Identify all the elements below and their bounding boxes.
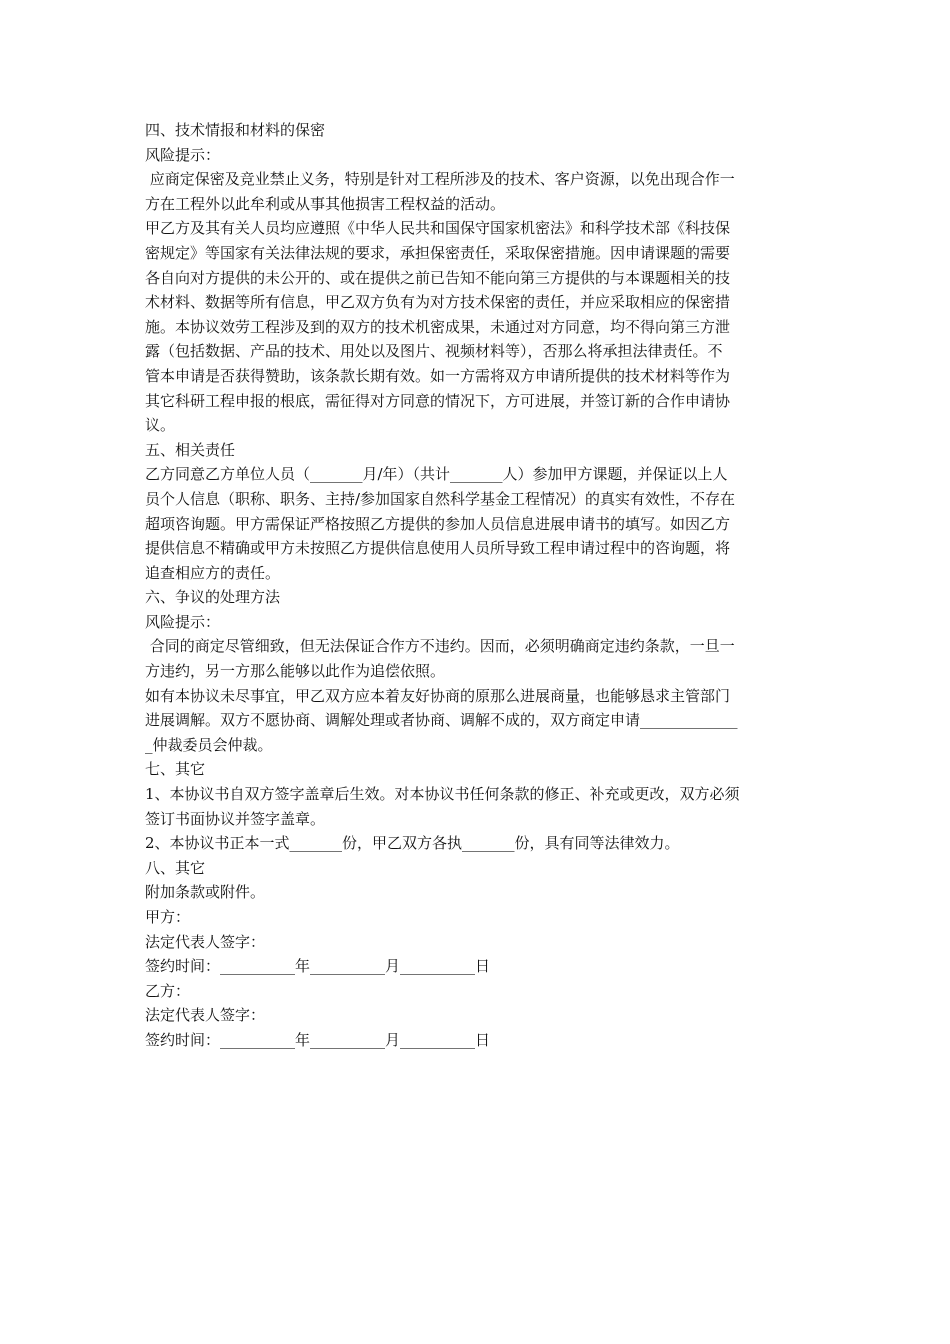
- text-line: 甲乙方及其有关人员均应遵照《中华人民共和国保守国家机密法》和科学技术部《科技保: [145, 219, 731, 238]
- text-line: 密规定》等国家有关法律法规的要求，承担保密责任，采取保密措施。因申请课题的需要: [145, 243, 731, 262]
- document-page: [145, 118, 809, 1053]
- text-line: 签订书面协议并签字盖章。: [145, 809, 326, 828]
- section-6-risk-text: [145, 634, 809, 683]
- section-8-title: 八、其它: [145, 858, 206, 877]
- text-line: 如有本协议未尽事宜，甲乙双方应本着友好协商的原那么进展商量，也能够恳求主管部门: [145, 686, 731, 705]
- section-6-body: [145, 684, 809, 758]
- section-8-body: 附加条款或附件。: [145, 883, 266, 902]
- section-7-item-1: [145, 782, 809, 831]
- section-7-item-2: [145, 831, 809, 856]
- text-line: 管本申请是否获得赞助，该条款长期有效。如一方需将双方申请所提供的技术材料等作为: [145, 366, 731, 385]
- party-a-signing-date: 签约时间：__________年__________月__________日: [145, 957, 491, 976]
- party-a-representative-signature: 法定代表人签字：: [145, 932, 266, 951]
- section-4-risk-text: [145, 167, 809, 216]
- party-b-signature-block: [145, 979, 809, 1053]
- party-b-representative-signature: 法定代表人签字：: [145, 1006, 266, 1025]
- text-line: 乙方同意乙方单位人员（_______月/年）（共计_______人）参加甲方课题，并保证以上人: [145, 465, 728, 484]
- party-b-signing-date: 签约时间：__________年__________月__________日: [145, 1030, 491, 1049]
- text-line: 施。本协议效劳工程涉及到的双方的技术机密成果，未通过对方同意，均不得向第三方泄: [145, 317, 731, 336]
- section-5-body: [145, 462, 809, 585]
- text-line: _仲裁委员会仲裁。: [145, 735, 273, 754]
- text-line: 露（包括数据、产品的技术、用处以及图片、视频材料等），否那么将承担法律责任。不: [145, 342, 723, 361]
- text-line: 合同的商定尽管细致，但无法保证合作方不违约。因而，必须明确商定违约条款，一旦一: [145, 637, 735, 656]
- section-6-title: 六、争议的处理方法: [145, 588, 281, 607]
- text-line: 1、本协议书自双方签字盖章后生效。对本协议书任何条款的修正、补充或更改，双方必须: [145, 785, 740, 804]
- party-b-label: 乙方：: [145, 981, 191, 1000]
- text-line: 2、本协议书正本一式_______份，甲乙双方各执_______份，具有同等法律效力。: [145, 834, 680, 853]
- text-line: 应商定保密及竞业禁止义务，特别是针对工程所涉及的技术、客户资源，以免出现合作一: [145, 170, 735, 189]
- text-line: 追查相应方的责任。: [145, 563, 281, 582]
- text-line: 员个人信息（职称、职务、主持/参加国家自然科学基金工程情况）的真实有效性，不存在: [145, 489, 736, 508]
- text-line: 各自向对方提供的未公开的、或在提供之前已告知不能向第三方提供的与本课题相关的技: [145, 268, 731, 287]
- section-5-title: 五、相关责任: [145, 440, 236, 459]
- section-7-title: 七、其它: [145, 760, 206, 779]
- text-line: 提供信息不精确或甲方未按照乙方提供信息使用人员所导致工程申请过程中的咨询题，将: [145, 539, 731, 558]
- text-line: 超项咨询题。甲方需保证严格按照乙方提供的参加人员信息进展申请书的填写。如因乙方: [145, 514, 731, 533]
- text-line: 进展调解。双方不愿协商、调解处理或者协商、调解不成的，双方商定申请_____________: [145, 711, 738, 730]
- text-line: 方在工程外以此牟利或从事其他损害工程权益的活动。: [145, 194, 506, 213]
- section-4-risk-label: 风险提示：: [145, 145, 221, 164]
- text-line: 方违约，另一方那么能够以此作为追偿依照。: [145, 662, 446, 681]
- party-a-signature-block: [145, 905, 809, 979]
- party-a-label: 甲方：: [145, 908, 191, 926]
- section-4-title: 四、技术情报和材料的保密: [145, 121, 326, 139]
- section-4-body: [145, 216, 809, 437]
- text-line: 议。: [145, 416, 176, 435]
- text-line: 术材料、数据等所有信息，甲乙双方负有为对方技术保密的责任，并应采取相应的保密措: [145, 293, 731, 312]
- section-6-risk-label: 风险提示：: [145, 612, 221, 631]
- text-line: 其它科研工程申报的根底，需征得对方同意的情况下，方可进展，并签订新的合作申请协: [145, 391, 731, 410]
